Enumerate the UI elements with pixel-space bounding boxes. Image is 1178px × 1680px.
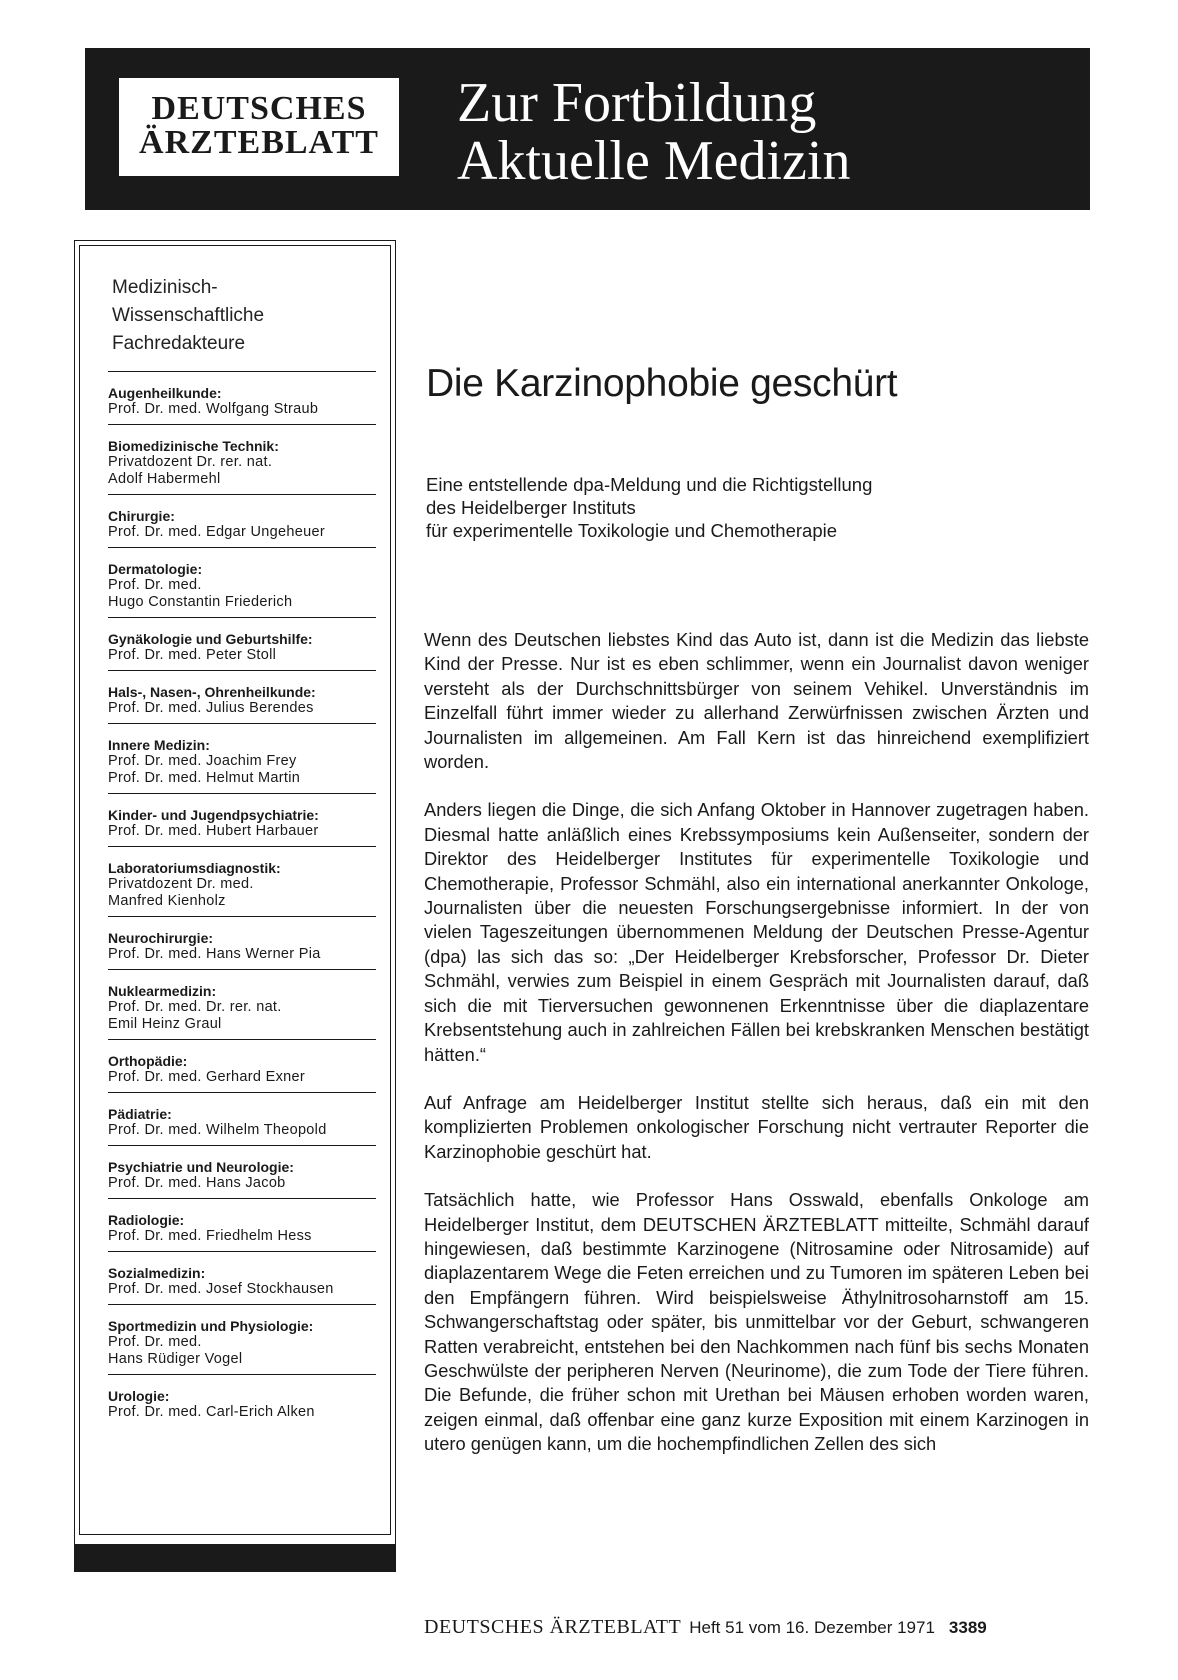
article-paragraph: Wenn des Deutschen liebstes Kind das Auto ist, dann ist die Medizin das liebste Kind der Presse. Nur ist es eben schlimmer, wenn ein Journalist davon weniger versteht als der Durchschnittsbürger von seinem Vehikel. Unverständnis im Einzelfall führt immer wieder zu allerhand Zerwürfnissen zwischen Ärzten und Journalisten im allgemeinen. Am Fall Kern ist das hinreichend exemplifiziert worden. xyxy=(424,629,1089,773)
editor-specialty: Chirurgie: xyxy=(108,508,175,524)
masthead-banner xyxy=(85,48,1090,210)
editor-entry xyxy=(108,1251,376,1304)
editor-name: Emil Heinz Graul xyxy=(108,1016,222,1032)
editor-name: Prof. Dr. med. Gerhard Exner xyxy=(108,1069,305,1085)
editor-name: Prof. Dr. med. Carl-Erich Alken xyxy=(108,1404,315,1420)
section-title-line-2: Aktuelle Medizin xyxy=(457,130,851,192)
subtitle-line: des Heidelberger Instituts xyxy=(426,497,636,518)
editor-name: Adolf Habermehl xyxy=(108,471,221,487)
editors-heading-line: Wissenschaftliche xyxy=(112,305,265,326)
editor-specialty: Radiologie: xyxy=(108,1212,185,1228)
editor-specialty: Orthopädie: xyxy=(108,1053,188,1069)
logo-line-2: ÄRZTEBLATT xyxy=(139,124,379,161)
editor-entry xyxy=(108,547,376,617)
article-paragraph: Anders liegen die Dinge, die sich Anfang Oktober in Hannover zugetragen haben. Diesmal hatte anläßlich eines Krebssymposiums kein Außenseiter, sondern der Direktor des Heidelberger Institutes für experimentelle Toxikologie und Chemotherapie, Professor Schmähl, also ein international anerkannter Onkologe, Journalisten über die neuesten Forschungsergebnisse informiert. In der von vielen Tageszeitungen übernommenen Meldung der Deutschen Presse-Agentur (dpa) las sich das so: „Der Heidelberger Krebsforscher, Professor Dr. Dieter Schmähl, verwies zum Beispiel in einem Gespräch mit Journalisten darauf, daß sich die mit Tierversuchen gewonnenen Erkenntnisse über die diaplazentare Krebsentstehung auch in zahlreichen Fällen bei krebskranken Menschen bestätigt hätten.“ xyxy=(424,799,1089,1065)
editor-entry xyxy=(108,494,376,547)
editor-specialty: Laboratoriumsdiagnostik: xyxy=(108,860,281,876)
editor-name: Privatdozent Dr. rer. nat. xyxy=(108,454,273,470)
editor-entry xyxy=(108,1374,376,1427)
editor-entry xyxy=(108,670,376,723)
article-headline: Die Karzinophobie geschürt xyxy=(426,362,898,405)
journal-logo xyxy=(119,78,399,176)
editor-name: Hugo Constantin Friederich xyxy=(108,594,293,610)
sidebar-black-bar xyxy=(74,1544,396,1572)
article-paragraph: Tatsächlich hatte, wie Professor Hans Osswald, ebenfalls Onkologe am Heidelberger Institut, dem DEUTSCHEN ÄRZTEBLATT mitteilte, Schmähl darauf hingewiesen, daß bestimmte Karzinogene (Nitrosamine oder Nitrosamide) auf diaplazentarem Wege die Feten erreichen und zu Tumoren im späteren Leben bei den Empfängern führen. Wird beispielsweise Äthylnitrosoharnstoff am 15. Schwangerschaftstag oder später, bis unmittelbar vor der Geburt, schwangeren Ratten verabreicht, entstehen bei den Nachkommen nach fünf bis sechs Monaten Geschwülste der peripheren Nerven (Neurinome), die zum Tode der Tiere führen. Die Befunde, die früher schon mit Urethan bei Mäusen erhoben worden waren, zeigen einmal, daß offenbar eine ganz kurze Exposition mit einem Karzinogen in utero genügen kann, um die hochempfindlichen Zellen des sich xyxy=(424,1189,1089,1455)
editor-entry xyxy=(108,916,376,969)
editor-name: Prof. Dr. med. Joachim Frey xyxy=(108,753,297,769)
editor-entry xyxy=(108,969,376,1039)
editor-name: Prof. Dr. med. Wolfgang Straub xyxy=(108,401,319,417)
editor-specialty: Psychiatrie und Neurologie: xyxy=(108,1159,294,1175)
editors-heading-line: Fachredakteure xyxy=(112,333,246,354)
editors-heading xyxy=(112,274,264,358)
editor-specialty: Innere Medizin: xyxy=(108,737,210,753)
editor-name: Prof. Dr. med. Wilhelm Theopold xyxy=(108,1122,327,1138)
page-footer xyxy=(424,1616,987,1639)
article-subtitle xyxy=(426,473,872,542)
editors-heading-line: Medizinisch- xyxy=(112,277,218,298)
editor-entry xyxy=(108,424,376,494)
subtitle-line: für experimentelle Toxikologie und Chemotherapie xyxy=(426,520,838,541)
editor-entry xyxy=(108,371,376,424)
editor-specialty: Sportmedizin und Physiologie: xyxy=(108,1318,314,1334)
editor-specialty: Biomedizinische Technik: xyxy=(108,438,279,454)
editor-entry xyxy=(108,1092,376,1145)
editor-name: Prof. Dr. med. Dr. rer. nat. xyxy=(108,999,282,1015)
editor-specialty: Dermatologie: xyxy=(108,561,203,577)
editor-entry xyxy=(108,793,376,846)
editor-name: Prof. Dr. med. Josef Stockhausen xyxy=(108,1281,334,1297)
editor-name: Prof. Dr. med. Peter Stoll xyxy=(108,647,277,663)
editor-entry xyxy=(108,1198,376,1251)
editor-name: Prof. Dr. med. Julius Berendes xyxy=(108,700,314,716)
editor-entry xyxy=(108,1145,376,1198)
section-title xyxy=(457,74,850,190)
editors-list xyxy=(108,371,376,1427)
editor-entry xyxy=(108,723,376,793)
editors-sidebar xyxy=(74,240,396,1572)
editor-name: Prof. Dr. med. Helmut Martin xyxy=(108,770,301,786)
editor-specialty: Hals-, Nasen-, Ohrenheilkunde: xyxy=(108,684,316,700)
editor-name: Privatdozent Dr. med. xyxy=(108,876,254,892)
editor-name: Prof. Dr. med. Hubert Harbauer xyxy=(108,823,319,839)
editor-specialty: Gynäkologie und Geburtshilfe: xyxy=(108,631,313,647)
article-paragraph: Auf Anfrage am Heidelberger Institut stellte sich heraus, daß ein mit den komplizierten Problemen onkologischer Forschung nicht vertrauter Reporter die Karzinophobie geschürt hat. xyxy=(424,1091,1089,1162)
editor-specialty: Nuklearmedizin: xyxy=(108,983,217,999)
editor-name: Manfred Kienholz xyxy=(108,893,226,909)
editor-name: Prof. Dr. med. xyxy=(108,1334,202,1350)
editor-name: Hans Rüdiger Vogel xyxy=(108,1351,243,1367)
editor-specialty: Sozialmedizin: xyxy=(108,1265,206,1281)
editor-entry xyxy=(108,1304,376,1374)
editor-specialty: Neurochirurgie: xyxy=(108,930,214,946)
editor-specialty: Pädiatrie: xyxy=(108,1106,172,1122)
article-body xyxy=(424,628,1089,1481)
editors-frame xyxy=(79,245,391,1535)
logo-line-1: DEUTSCHES xyxy=(151,90,367,127)
editor-entry xyxy=(108,846,376,916)
editor-entry xyxy=(108,1039,376,1092)
editor-name: Prof. Dr. med. Friedhelm Hess xyxy=(108,1228,312,1244)
footer-journal-name: DEUTSCHES ÄRZTEBLATT xyxy=(424,1616,682,1638)
section-title-line-1: Zur Fortbildung xyxy=(457,72,817,134)
editor-specialty: Urologie: xyxy=(108,1388,170,1404)
footer-issue: Heft 51 vom 16. Dezember 1971 xyxy=(689,1618,935,1637)
editor-entry xyxy=(108,617,376,670)
editor-name: Prof. Dr. med. Edgar Ungeheuer xyxy=(108,524,325,540)
editor-specialty: Augenheilkunde: xyxy=(108,385,222,401)
editor-name: Prof. Dr. med. Hans Werner Pia xyxy=(108,946,321,962)
page-number: 3389 xyxy=(948,1618,987,1637)
editor-name: Prof. Dr. med. xyxy=(108,577,202,593)
editor-specialty: Kinder- und Jugendpsychiatrie: xyxy=(108,807,319,823)
subtitle-line: Eine entstellende dpa-Meldung und die Richtigstellung xyxy=(426,474,873,495)
editor-name: Prof. Dr. med. Hans Jacob xyxy=(108,1175,286,1191)
